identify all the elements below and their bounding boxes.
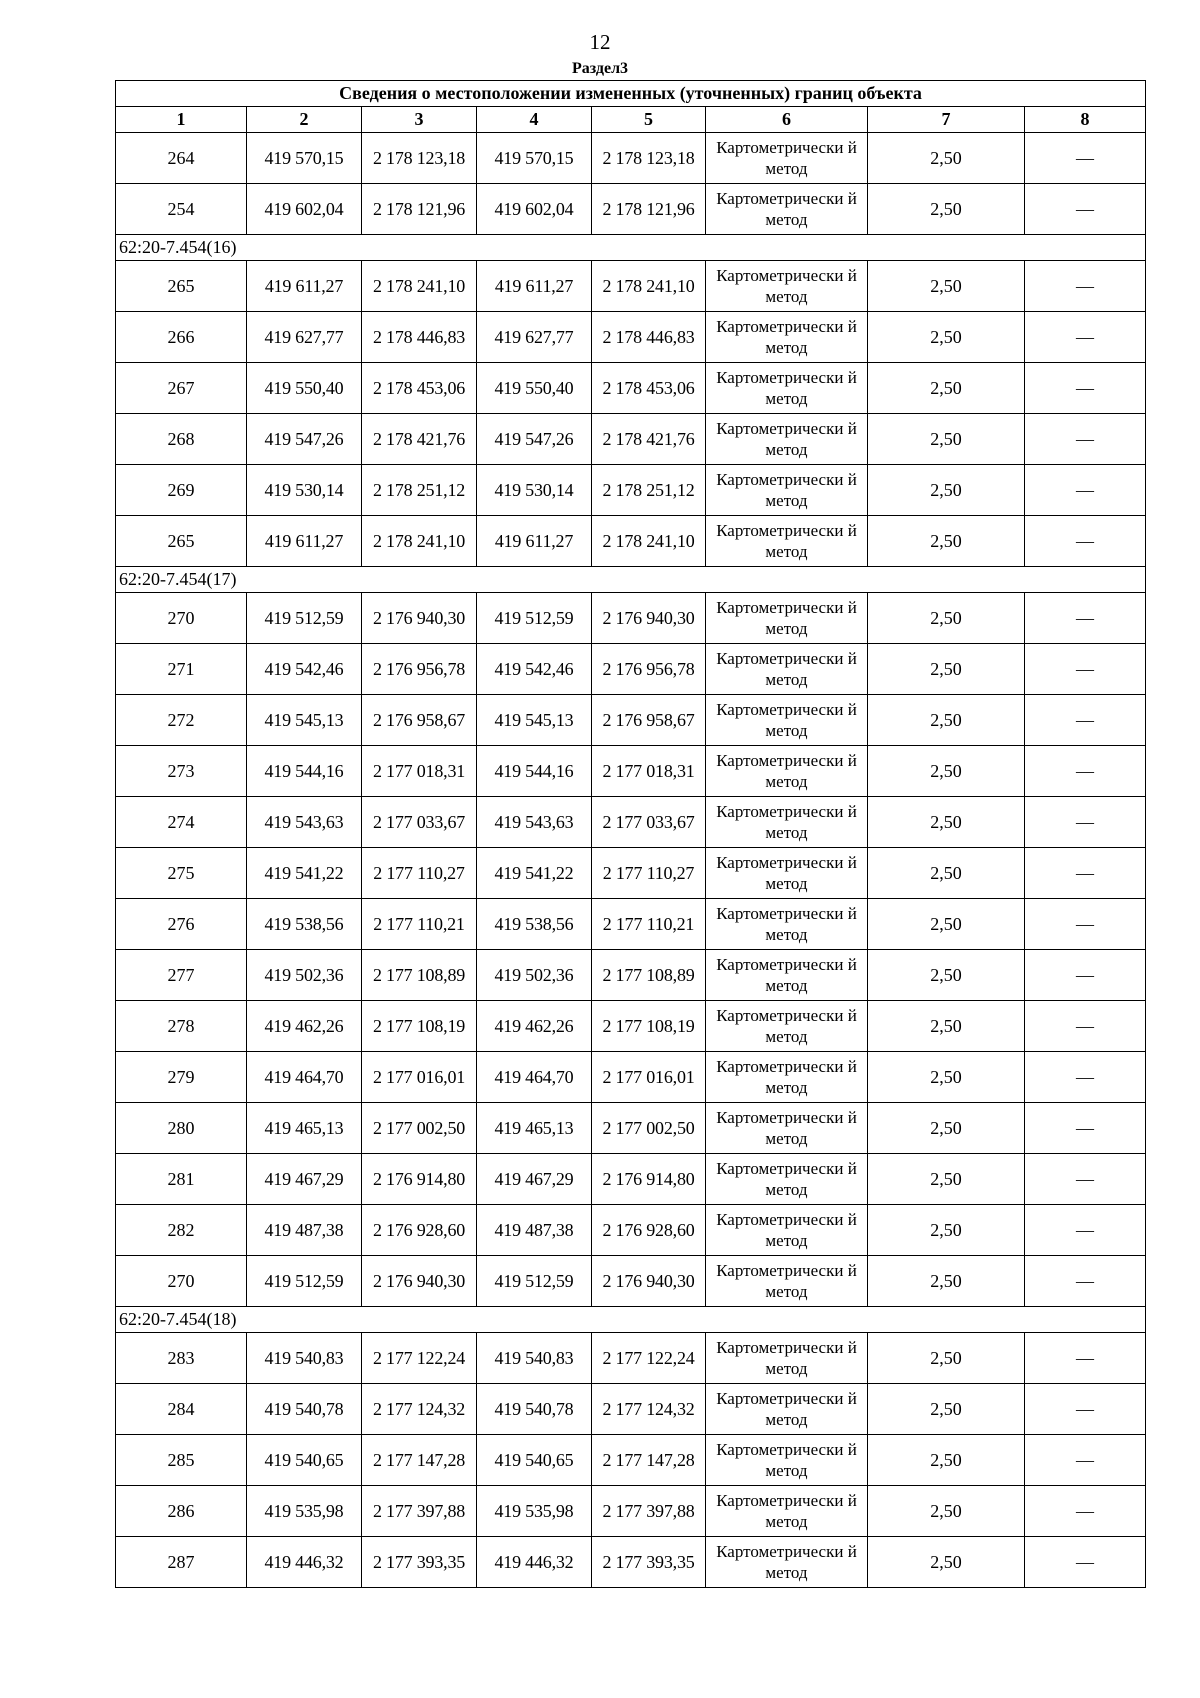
table-row: [116, 184, 1146, 235]
y-coordinate-cell: 2 176 940,30: [362, 593, 477, 644]
x-coordinate-cell: 419 462,26: [477, 1001, 592, 1052]
accuracy-cell: 2,50: [868, 1537, 1025, 1588]
x-coordinate-cell: 419 540,83: [247, 1333, 362, 1384]
y-coordinate-cell: 2 177 110,21: [362, 899, 477, 950]
accuracy-cell: 2,50: [868, 465, 1025, 516]
method-cell: Картометрически й метод: [706, 465, 868, 516]
method-cell: Картометрически й метод: [706, 593, 868, 644]
x-coordinate-cell: 419 540,83: [477, 1333, 592, 1384]
method-cell: Картометрически й метод: [706, 1205, 868, 1256]
method-cell: Картометрически й метод: [706, 1384, 868, 1435]
point-cell: 278: [116, 1001, 247, 1052]
y-coordinate-cell: 2 178 121,96: [592, 184, 706, 235]
note-cell: —: [1025, 1384, 1146, 1435]
y-coordinate-cell: 2 177 108,89: [592, 950, 706, 1001]
method-cell: Картометрически й метод: [706, 1486, 868, 1537]
group-row: [116, 235, 1146, 261]
x-coordinate-cell: 419 627,77: [477, 312, 592, 363]
y-coordinate-cell: 2 177 124,32: [592, 1384, 706, 1435]
y-coordinate-cell: 2 177 016,01: [362, 1052, 477, 1103]
x-coordinate-cell: 419 543,63: [477, 797, 592, 848]
accuracy-cell: 2,50: [868, 593, 1025, 644]
y-coordinate-cell: 2 176 914,80: [592, 1154, 706, 1205]
x-coordinate-cell: 419 540,78: [477, 1384, 592, 1435]
point-cell: 269: [116, 465, 247, 516]
table-row: [116, 695, 1146, 746]
point-cell: 268: [116, 414, 247, 465]
group-row: [116, 567, 1146, 593]
point-cell: 279: [116, 1052, 247, 1103]
y-coordinate-cell: 2 177 108,19: [362, 1001, 477, 1052]
note-cell: —: [1025, 414, 1146, 465]
y-coordinate-cell: 2 178 421,76: [362, 414, 477, 465]
x-coordinate-cell: 419 540,65: [247, 1435, 362, 1486]
x-coordinate-cell: 419 487,38: [247, 1205, 362, 1256]
y-coordinate-cell: 2 177 018,31: [362, 746, 477, 797]
table-row: [116, 312, 1146, 363]
x-coordinate-cell: 419 544,16: [477, 746, 592, 797]
y-coordinate-cell: 2 178 453,06: [592, 363, 706, 414]
y-coordinate-cell: 2 177 002,50: [592, 1103, 706, 1154]
accuracy-cell: 2,50: [868, 899, 1025, 950]
point-cell: 281: [116, 1154, 247, 1205]
note-cell: —: [1025, 746, 1146, 797]
note-cell: —: [1025, 184, 1146, 235]
accuracy-cell: 2,50: [868, 1205, 1025, 1256]
x-coordinate-cell: 419 543,63: [247, 797, 362, 848]
y-coordinate-cell: 2 177 033,67: [592, 797, 706, 848]
y-coordinate-cell: 2 178 241,10: [592, 516, 706, 567]
accuracy-cell: 2,50: [868, 848, 1025, 899]
y-coordinate-cell: 2 176 958,67: [592, 695, 706, 746]
accuracy-cell: 2,50: [868, 797, 1025, 848]
accuracy-cell: 2,50: [868, 950, 1025, 1001]
table-row: [116, 1001, 1146, 1052]
y-coordinate-cell: 2 178 453,06: [362, 363, 477, 414]
y-coordinate-cell: 2 177 393,35: [592, 1537, 706, 1588]
method-cell: Картометрически й метод: [706, 797, 868, 848]
x-coordinate-cell: 419 538,56: [477, 899, 592, 950]
table-row: [116, 797, 1146, 848]
y-coordinate-cell: 2 177 397,88: [592, 1486, 706, 1537]
x-coordinate-cell: 419 467,29: [247, 1154, 362, 1205]
x-coordinate-cell: 419 542,46: [477, 644, 592, 695]
table-caption-row: [116, 81, 1146, 107]
y-coordinate-cell: 2 178 241,10: [592, 261, 706, 312]
table-row: [116, 1537, 1146, 1588]
note-cell: —: [1025, 363, 1146, 414]
table-row: [116, 644, 1146, 695]
section-title: Раздел3: [571, 60, 629, 77]
accuracy-cell: 2,50: [868, 1103, 1025, 1154]
y-coordinate-cell: 2 177 147,28: [592, 1435, 706, 1486]
x-coordinate-cell: 419 547,26: [477, 414, 592, 465]
accuracy-cell: 2,50: [868, 1384, 1025, 1435]
method-cell: Картометрически й метод: [706, 1333, 868, 1384]
y-coordinate-cell: 2 178 251,12: [362, 465, 477, 516]
note-cell: —: [1025, 797, 1146, 848]
y-coordinate-cell: 2 177 110,27: [362, 848, 477, 899]
table-row: [116, 899, 1146, 950]
point-cell: 273: [116, 746, 247, 797]
x-coordinate-cell: 419 540,78: [247, 1384, 362, 1435]
table-row: [116, 1205, 1146, 1256]
point-cell: 285: [116, 1435, 247, 1486]
table-row: [116, 261, 1146, 312]
point-cell: 270: [116, 1256, 247, 1307]
table-row: [116, 1256, 1146, 1307]
y-coordinate-cell: 2 178 121,96: [362, 184, 477, 235]
column-header: 1: [116, 107, 247, 133]
note-cell: —: [1025, 133, 1146, 184]
accuracy-cell: 2,50: [868, 1486, 1025, 1537]
y-coordinate-cell: 2 177 122,24: [592, 1333, 706, 1384]
note-cell: —: [1025, 1103, 1146, 1154]
y-coordinate-cell: 2 177 002,50: [362, 1103, 477, 1154]
x-coordinate-cell: 419 540,65: [477, 1435, 592, 1486]
x-coordinate-cell: 419 545,13: [477, 695, 592, 746]
point-cell: 267: [116, 363, 247, 414]
group-label: 62:20-7.454(17): [116, 567, 1146, 593]
point-cell: 275: [116, 848, 247, 899]
y-coordinate-cell: 2 177 016,01: [592, 1052, 706, 1103]
method-cell: Картометрически й метод: [706, 414, 868, 465]
x-coordinate-cell: 419 544,16: [247, 746, 362, 797]
accuracy-cell: 2,50: [868, 1256, 1025, 1307]
y-coordinate-cell: 2 178 241,10: [362, 261, 477, 312]
method-cell: Картометрически й метод: [706, 746, 868, 797]
accuracy-cell: 2,50: [868, 1333, 1025, 1384]
y-coordinate-cell: 2 177 393,35: [362, 1537, 477, 1588]
accuracy-cell: 2,50: [868, 261, 1025, 312]
x-coordinate-cell: 419 512,59: [477, 593, 592, 644]
y-coordinate-cell: 2 177 110,21: [592, 899, 706, 950]
y-coordinate-cell: 2 177 147,28: [362, 1435, 477, 1486]
method-cell: Картометрически й метод: [706, 363, 868, 414]
boundary-table: [115, 80, 1146, 1588]
accuracy-cell: 2,50: [868, 1154, 1025, 1205]
accuracy-cell: 2,50: [868, 516, 1025, 567]
note-cell: —: [1025, 695, 1146, 746]
x-coordinate-cell: 419 541,22: [247, 848, 362, 899]
point-cell: 271: [116, 644, 247, 695]
method-cell: Картометрически й метод: [706, 1154, 868, 1205]
accuracy-cell: 2,50: [868, 1052, 1025, 1103]
method-cell: Картометрически й метод: [706, 1052, 868, 1103]
column-header: 7: [868, 107, 1025, 133]
y-coordinate-cell: 2 176 956,78: [362, 644, 477, 695]
note-cell: —: [1025, 950, 1146, 1001]
point-cell: 282: [116, 1205, 247, 1256]
accuracy-cell: 2,50: [868, 414, 1025, 465]
column-header: 2: [247, 107, 362, 133]
accuracy-cell: 2,50: [868, 312, 1025, 363]
y-coordinate-cell: 2 176 956,78: [592, 644, 706, 695]
x-coordinate-cell: 419 487,38: [477, 1205, 592, 1256]
method-cell: Картометрически й метод: [706, 695, 868, 746]
method-cell: Картометрически й метод: [706, 516, 868, 567]
x-coordinate-cell: 419 467,29: [477, 1154, 592, 1205]
note-cell: —: [1025, 312, 1146, 363]
x-coordinate-cell: 419 541,22: [477, 848, 592, 899]
y-coordinate-cell: 2 178 123,18: [362, 133, 477, 184]
y-coordinate-cell: 2 178 446,83: [362, 312, 477, 363]
y-coordinate-cell: 2 177 108,19: [592, 1001, 706, 1052]
note-cell: —: [1025, 1486, 1146, 1537]
table-row: [116, 1486, 1146, 1537]
point-cell: 265: [116, 516, 247, 567]
x-coordinate-cell: 419 462,26: [247, 1001, 362, 1052]
x-coordinate-cell: 419 512,59: [477, 1256, 592, 1307]
table-row: [116, 950, 1146, 1001]
accuracy-cell: 2,50: [868, 746, 1025, 797]
table-row: [116, 746, 1146, 797]
accuracy-cell: 2,50: [868, 184, 1025, 235]
method-cell: Картометрически й метод: [706, 644, 868, 695]
x-coordinate-cell: 419 512,59: [247, 593, 362, 644]
note-cell: —: [1025, 516, 1146, 567]
method-cell: Картометрически й метод: [706, 312, 868, 363]
note-cell: —: [1025, 1052, 1146, 1103]
column-header: 4: [477, 107, 592, 133]
table-row: [116, 1052, 1146, 1103]
table-row: [116, 1435, 1146, 1486]
y-coordinate-cell: 2 177 124,32: [362, 1384, 477, 1435]
point-cell: 276: [116, 899, 247, 950]
x-coordinate-cell: 419 464,70: [477, 1052, 592, 1103]
y-coordinate-cell: 2 176 940,30: [362, 1256, 477, 1307]
note-cell: —: [1025, 1205, 1146, 1256]
x-coordinate-cell: 419 446,32: [247, 1537, 362, 1588]
note-cell: —: [1025, 1154, 1146, 1205]
table-body: [116, 133, 1146, 1588]
note-cell: —: [1025, 1256, 1146, 1307]
column-header: 6: [706, 107, 868, 133]
y-coordinate-cell: 2 176 940,30: [592, 593, 706, 644]
x-coordinate-cell: 419 538,56: [247, 899, 362, 950]
note-cell: —: [1025, 1001, 1146, 1052]
method-cell: Картометрически й метод: [706, 1256, 868, 1307]
y-coordinate-cell: 2 177 018,31: [592, 746, 706, 797]
note-cell: —: [1025, 1435, 1146, 1486]
y-coordinate-cell: 2 177 033,67: [362, 797, 477, 848]
table-row: [116, 465, 1146, 516]
table-row: [116, 1384, 1146, 1435]
table-row: [116, 516, 1146, 567]
accuracy-cell: 2,50: [868, 1001, 1025, 1052]
accuracy-cell: 2,50: [868, 133, 1025, 184]
x-coordinate-cell: 419 550,40: [477, 363, 592, 414]
column-header: 8: [1025, 107, 1146, 133]
method-cell: Картометрически й метод: [706, 1001, 868, 1052]
note-cell: —: [1025, 1537, 1146, 1588]
y-coordinate-cell: 2 178 241,10: [362, 516, 477, 567]
x-coordinate-cell: 419 465,13: [247, 1103, 362, 1154]
accuracy-cell: 2,50: [868, 695, 1025, 746]
table-row: [116, 414, 1146, 465]
y-coordinate-cell: 2 178 123,18: [592, 133, 706, 184]
note-cell: —: [1025, 465, 1146, 516]
x-coordinate-cell: 419 547,26: [247, 414, 362, 465]
y-coordinate-cell: 2 176 914,80: [362, 1154, 477, 1205]
method-cell: Картометрически й метод: [706, 1537, 868, 1588]
table-row: [116, 1154, 1146, 1205]
column-header: 5: [592, 107, 706, 133]
x-coordinate-cell: 419 611,27: [477, 516, 592, 567]
x-coordinate-cell: 419 570,15: [477, 133, 592, 184]
column-header: 3: [362, 107, 477, 133]
method-cell: Картометрически й метод: [706, 950, 868, 1001]
y-coordinate-cell: 2 178 421,76: [592, 414, 706, 465]
x-coordinate-cell: 419 611,27: [247, 516, 362, 567]
group-label: 62:20-7.454(18): [116, 1307, 1146, 1333]
x-coordinate-cell: 419 550,40: [247, 363, 362, 414]
point-cell: 266: [116, 312, 247, 363]
note-cell: —: [1025, 644, 1146, 695]
point-cell: 272: [116, 695, 247, 746]
method-cell: Картометрически й метод: [706, 133, 868, 184]
point-cell: 284: [116, 1384, 247, 1435]
accuracy-cell: 2,50: [868, 644, 1025, 695]
x-coordinate-cell: 419 602,04: [477, 184, 592, 235]
table-row: [116, 593, 1146, 644]
y-coordinate-cell: 2 176 958,67: [362, 695, 477, 746]
x-coordinate-cell: 419 446,32: [477, 1537, 592, 1588]
table-row: [116, 1333, 1146, 1384]
x-coordinate-cell: 419 535,98: [247, 1486, 362, 1537]
y-coordinate-cell: 2 176 940,30: [592, 1256, 706, 1307]
method-cell: Картометрически й метод: [706, 184, 868, 235]
x-coordinate-cell: 419 542,46: [247, 644, 362, 695]
table-caption: Сведения о местоположении измененных (уточненных) границ объекта: [116, 81, 1146, 107]
point-cell: 265: [116, 261, 247, 312]
column-header-row: [116, 107, 1146, 133]
point-cell: 277: [116, 950, 247, 1001]
x-coordinate-cell: 419 530,14: [247, 465, 362, 516]
point-cell: 280: [116, 1103, 247, 1154]
note-cell: —: [1025, 593, 1146, 644]
note-cell: —: [1025, 848, 1146, 899]
y-coordinate-cell: 2 176 928,60: [592, 1205, 706, 1256]
y-coordinate-cell: 2 178 446,83: [592, 312, 706, 363]
point-cell: 283: [116, 1333, 247, 1384]
table-row: [116, 133, 1146, 184]
accuracy-cell: 2,50: [868, 363, 1025, 414]
method-cell: Картометрически й метод: [706, 1435, 868, 1486]
method-cell: Картометрически й метод: [706, 848, 868, 899]
x-coordinate-cell: 419 627,77: [247, 312, 362, 363]
x-coordinate-cell: 419 464,70: [247, 1052, 362, 1103]
x-coordinate-cell: 419 545,13: [247, 695, 362, 746]
x-coordinate-cell: 419 465,13: [477, 1103, 592, 1154]
x-coordinate-cell: 419 602,04: [247, 184, 362, 235]
y-coordinate-cell: 2 178 251,12: [592, 465, 706, 516]
y-coordinate-cell: 2 176 928,60: [362, 1205, 477, 1256]
table-row: [116, 848, 1146, 899]
point-cell: 270: [116, 593, 247, 644]
point-cell: 274: [116, 797, 247, 848]
note-cell: —: [1025, 261, 1146, 312]
method-cell: Картометрически й метод: [706, 899, 868, 950]
note-cell: —: [1025, 1333, 1146, 1384]
group-row: [116, 1307, 1146, 1333]
method-cell: Картометрически й метод: [706, 1103, 868, 1154]
note-cell: —: [1025, 899, 1146, 950]
y-coordinate-cell: 2 177 122,24: [362, 1333, 477, 1384]
table-row: [116, 363, 1146, 414]
x-coordinate-cell: 419 502,36: [477, 950, 592, 1001]
page-number: 12: [589, 30, 611, 54]
x-coordinate-cell: 419 611,27: [247, 261, 362, 312]
y-coordinate-cell: 2 177 397,88: [362, 1486, 477, 1537]
x-coordinate-cell: 419 535,98: [477, 1486, 592, 1537]
group-label: 62:20-7.454(16): [116, 235, 1146, 261]
x-coordinate-cell: 419 611,27: [477, 261, 592, 312]
x-coordinate-cell: 419 530,14: [477, 465, 592, 516]
accuracy-cell: 2,50: [868, 1435, 1025, 1486]
point-cell: 264: [116, 133, 247, 184]
point-cell: 254: [116, 184, 247, 235]
x-coordinate-cell: 419 502,36: [247, 950, 362, 1001]
x-coordinate-cell: 419 512,59: [247, 1256, 362, 1307]
table-row: [116, 1103, 1146, 1154]
point-cell: 286: [116, 1486, 247, 1537]
y-coordinate-cell: 2 177 110,27: [592, 848, 706, 899]
method-cell: Картометрически й метод: [706, 261, 868, 312]
y-coordinate-cell: 2 177 108,89: [362, 950, 477, 1001]
x-coordinate-cell: 419 570,15: [247, 133, 362, 184]
point-cell: 287: [116, 1537, 247, 1588]
